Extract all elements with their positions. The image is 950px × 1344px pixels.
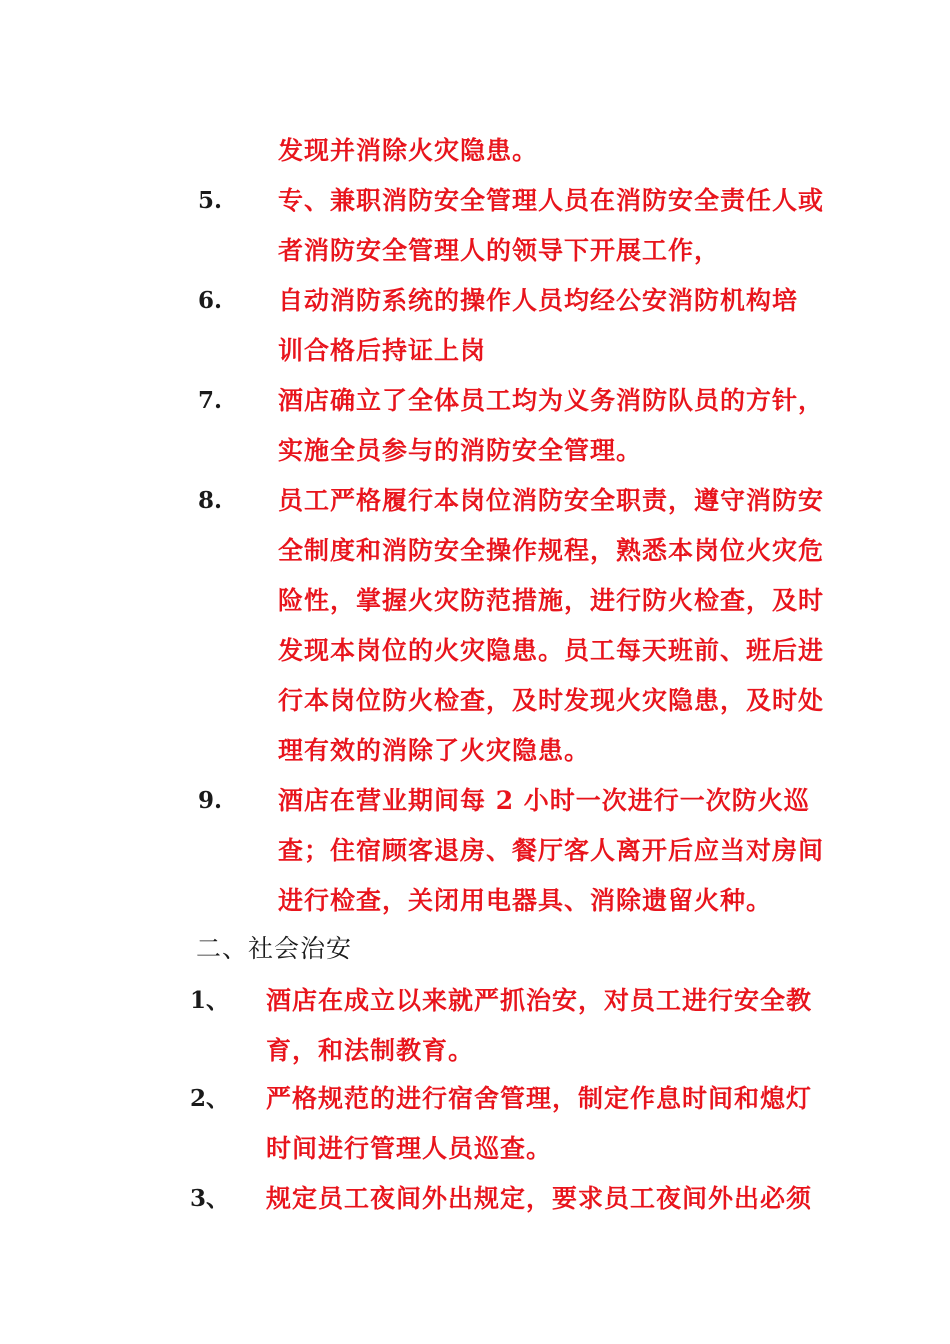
item-number: 8. [198,487,223,514]
item-text-line: 险性，掌握火灾防范措施，进行防火检查，及时 [278,586,825,615]
item-text-line: 育，和法制教育。 [266,1036,475,1065]
item-text-line: 者消防安全管理人的领导下开展工作， [278,236,721,265]
item-text-line: 进行检查，关闭用电器具、消除遗留火种。 [278,886,773,915]
item-text-line: 全制度和消防安全操作规程，熟悉本岗位火灾危 [278,536,825,565]
item-number: 7. [198,387,223,414]
item-number: 5. [198,187,223,214]
item-text-line: 酒店在营业期间每 2 小时一次进行一次防火巡 [278,786,810,815]
item-text-line: 专、兼职消防安全管理人员在消防安全责任人或 [278,186,825,215]
item-text-line: 时间进行管理人员巡查。 [266,1134,553,1163]
item-text-line: 酒店确立了全体员工均为义务消防队员的方针， [278,386,825,415]
item-number: 6. [198,287,223,314]
item-text-line: 严格规范的进行宿舍管理，制定作息时间和熄灯 [266,1084,813,1113]
item-text-line: 员工严格履行本岗位消防安全职责，遵守消防安 [278,486,825,515]
section-heading: 二、社会治安 [196,934,353,963]
item-text-line: 查；住宿顾客退房、餐厅客人离开后应当对房间 [278,836,825,865]
item-text-line: 酒店在成立以来就严抓治安，对员工进行安全教 [266,986,813,1015]
item-number: 1、 [190,987,230,1014]
item-text-line: 自动消防系统的操作人员均经公安消防机构培 [278,286,799,315]
item-text-line: 发现本岗位的火灾隐患。员工每天班前、班后进 [278,636,825,665]
item-number: 2、 [190,1085,230,1112]
item-text-line: 行本岗位防火检查，及时发现火灾隐患，及时处 [278,686,825,715]
item-text-line: 训合格后持证上岗 [278,336,487,365]
continuation-line: 发现并消除火灾隐患。 [278,136,539,165]
item-number: 9. [198,787,223,814]
item-text-line: 规定员工夜间外出规定，要求员工夜间外出必须 [266,1184,813,1213]
item-number: 3、 [190,1185,230,1212]
item-text-line: 理有效的消除了火灾隐患。 [278,736,591,765]
item-text-line: 实施全员参与的消防安全管理。 [278,436,643,465]
